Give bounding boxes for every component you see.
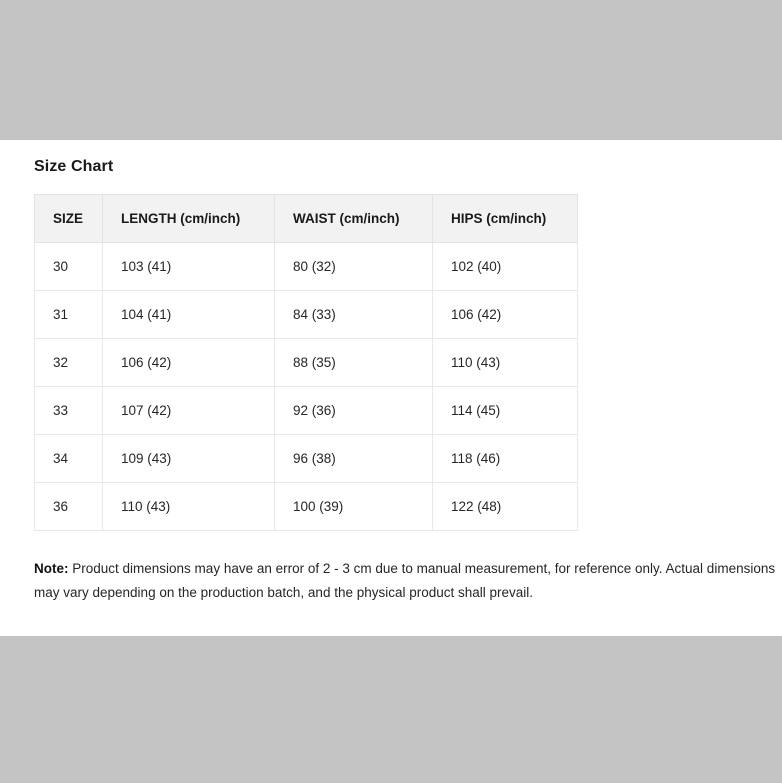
- cell-hips: 110 (43): [433, 339, 578, 387]
- cell-length: 104 (41): [103, 291, 275, 339]
- cell-length: 106 (42): [103, 339, 275, 387]
- column-header-length: LENGTH (cm/inch): [103, 195, 275, 243]
- cell-waist: 88 (35): [275, 339, 433, 387]
- column-header-waist: WAIST (cm/inch): [275, 195, 433, 243]
- cell-hips: 114 (45): [433, 387, 578, 435]
- cell-waist: 96 (38): [275, 435, 433, 483]
- size-chart-table: [34, 194, 578, 531]
- size-chart-panel: [0, 140, 782, 636]
- cell-hips: 106 (42): [433, 291, 578, 339]
- note-text: Product dimensions may have an error of 2 - 3 cm due to manual measurement, for reference only. Actual dimensions may vary depending on the production batch, and the physical product shall prevail.: [34, 561, 776, 600]
- cell-size: 31: [35, 291, 103, 339]
- table-header: [35, 195, 578, 243]
- cell-hips: 122 (48): [433, 483, 578, 531]
- table-header-row: [35, 195, 578, 243]
- table-row: [35, 483, 578, 531]
- cell-size: 36: [35, 483, 103, 531]
- cell-length: 110 (43): [103, 483, 275, 531]
- cell-waist: 84 (33): [275, 291, 433, 339]
- column-header-size: SIZE: [35, 195, 103, 243]
- cell-waist: 100 (39): [275, 483, 433, 531]
- cell-size: 33: [35, 387, 103, 435]
- cell-hips: 118 (46): [433, 435, 578, 483]
- table-row: [35, 339, 578, 387]
- table-row: [35, 291, 578, 339]
- measurement-note: [34, 557, 779, 604]
- cell-length: 109 (43): [103, 435, 275, 483]
- cell-hips: 102 (40): [433, 243, 578, 291]
- table-row: [35, 243, 578, 291]
- size-chart-content: [0, 140, 782, 604]
- table-row: [35, 435, 578, 483]
- cell-length: 103 (41): [103, 243, 275, 291]
- cell-size: 32: [35, 339, 103, 387]
- table-row: [35, 387, 578, 435]
- column-header-hips: HIPS (cm/inch): [433, 195, 578, 243]
- cell-size: 30: [35, 243, 103, 291]
- page-title: Size Chart: [34, 158, 114, 175]
- note-label: Note:: [34, 561, 69, 576]
- cell-length: 107 (42): [103, 387, 275, 435]
- table-body: [35, 243, 578, 531]
- cell-waist: 92 (36): [275, 387, 433, 435]
- cell-size: 34: [35, 435, 103, 483]
- cell-waist: 80 (32): [275, 243, 433, 291]
